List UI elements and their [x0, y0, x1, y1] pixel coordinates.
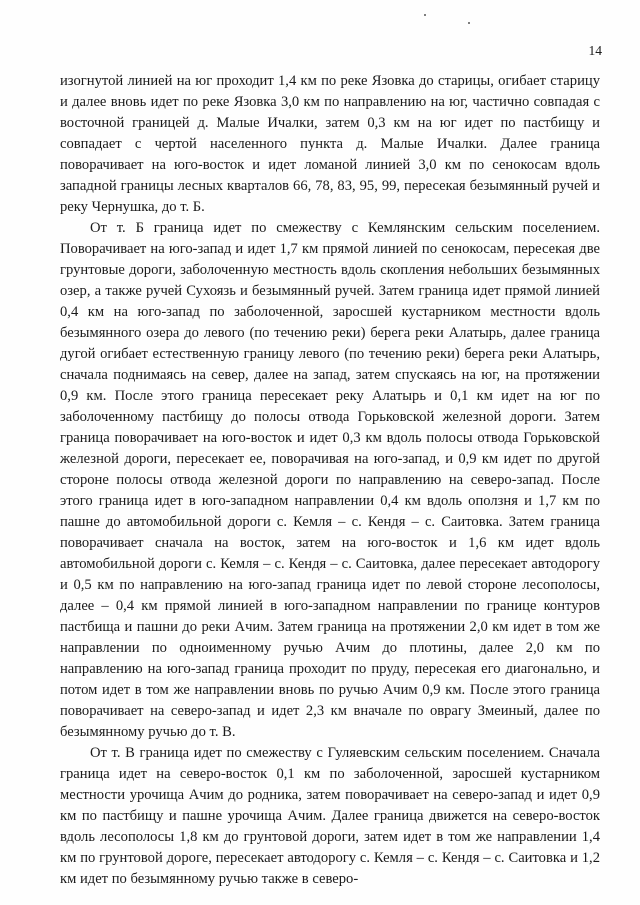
- page-number: 14: [588, 43, 602, 58]
- scan-speck: [424, 14, 426, 16]
- paragraph-point-v: От т. В граница идет по смежеству с Гуляевским сельским поселением. Сначала граница идет на северо-восток 0,1 км по заболоченной, заросшей кустарником местности урочища Ачим до родника, затем поворачивает на северо-запад и идет 0,9 км по пастбищу и пашне урочища Ачим. Далее граница движется на северо-восток вдоль лесополосы 1,8 км до грунтовой дороги, затем идет в том же направлении 1,4 км по грунтовой дороге, пересекает автодорогу с. Кемля – с. Кендя – с. Саитовка и 1,2 км идет по безымянному ручью также в северо-: [60, 745, 600, 887]
- document-body: [60, 71, 600, 890]
- paragraph-point-b: От т. Б граница идет по смежеству с Кемлянским сельским поселением. Поворачивает на юго-запад и идет 1,7 км прямой линией по сенокосам, пересекая две грунтовые дороги, заболоченную местность вдоль скопления небольших безымянных озер, а также ручей Сухоязь и безымянный ручей. Затем граница идет прямой линией 0,4 км на юго-запад по заболоченной, заросшей кустарником местности вдоль безымянного озера до левого (по течению реки) берега реки Алатырь, далее граница дугой огибает естественную границу левого (по течению реки) берега реки Алатырь, сначала поднимаясь на север, далее на запад, затем спускаясь на юг, на протяжении 0,9 км. После этого граница пересекает реку Алатырь и 0,1 км идет на юг по заболоченному пастбищу до полосы отвода Горьковской железной дороги. Затем граница поворачивает на юго-восток и идет 0,3 км вдоль полосы отвода Горьковской железной дороги, пересекает ее, поворачивая на юго-запад, и 0,9 км идет по другой стороне полосы отвода железной дороги по направлению на северо-запад. После этого граница идет в юго-западном направлении 0,4 км вдоль оползня и 1,7 км по пашне до автомобильной дороги с. Кемля – с. Кендя – с. Саитовка. Затем граница поворачивает сначала на восток, затем на юго-восток и 1,6 км идет вдоль автомобильной дороги с. Кемля – с. Кендя – с. Саитовка, далее пересекает автодорогу и 0,5 км по направлению на юго-запад граница идет по левой стороне лесополосы, далее – 0,4 км прямой линией в юго-западном направлении по границе контуров пастбища и пашни до реки Ачим. Затем граница на протяжении 2,0 км идет в том же направлении по одноименному ручью Ачим до плотины, далее 2,0 км по направлению на юго-запад граница проходит по пруду, пересекая его диагонально, и потом идет в том же направлении вновь по ручью Ачим 0,9 км. После этого граница поворачивает на северо-запад и идет 2,3 км вначале по оврагу Змеиный, далее по безымянному ручью до т. В.: [60, 220, 600, 740]
- paragraph-continuation: изогнутой линией на юг проходит 1,4 км по реке Язовка до старицы, огибает старицу и далее вновь идет по реке Язовка 3,0 км по направлению на юг, частично совпадая с восточной границей д. Малые Ичалки, затем 0,3 км на юг идет по пастбищу и совпадает с чертой населенного пункта д. Малые Ичалки. Далее граница поворачивает на юго-восток и идет ломаной линией 3,0 км по сенокосам вдоль западной границы лесных кварталов 66, 78, 83, 95, 99, пересекая безымянный ручей и реку Чернушка, до т. Б.: [60, 73, 600, 215]
- scan-speck: [468, 22, 470, 24]
